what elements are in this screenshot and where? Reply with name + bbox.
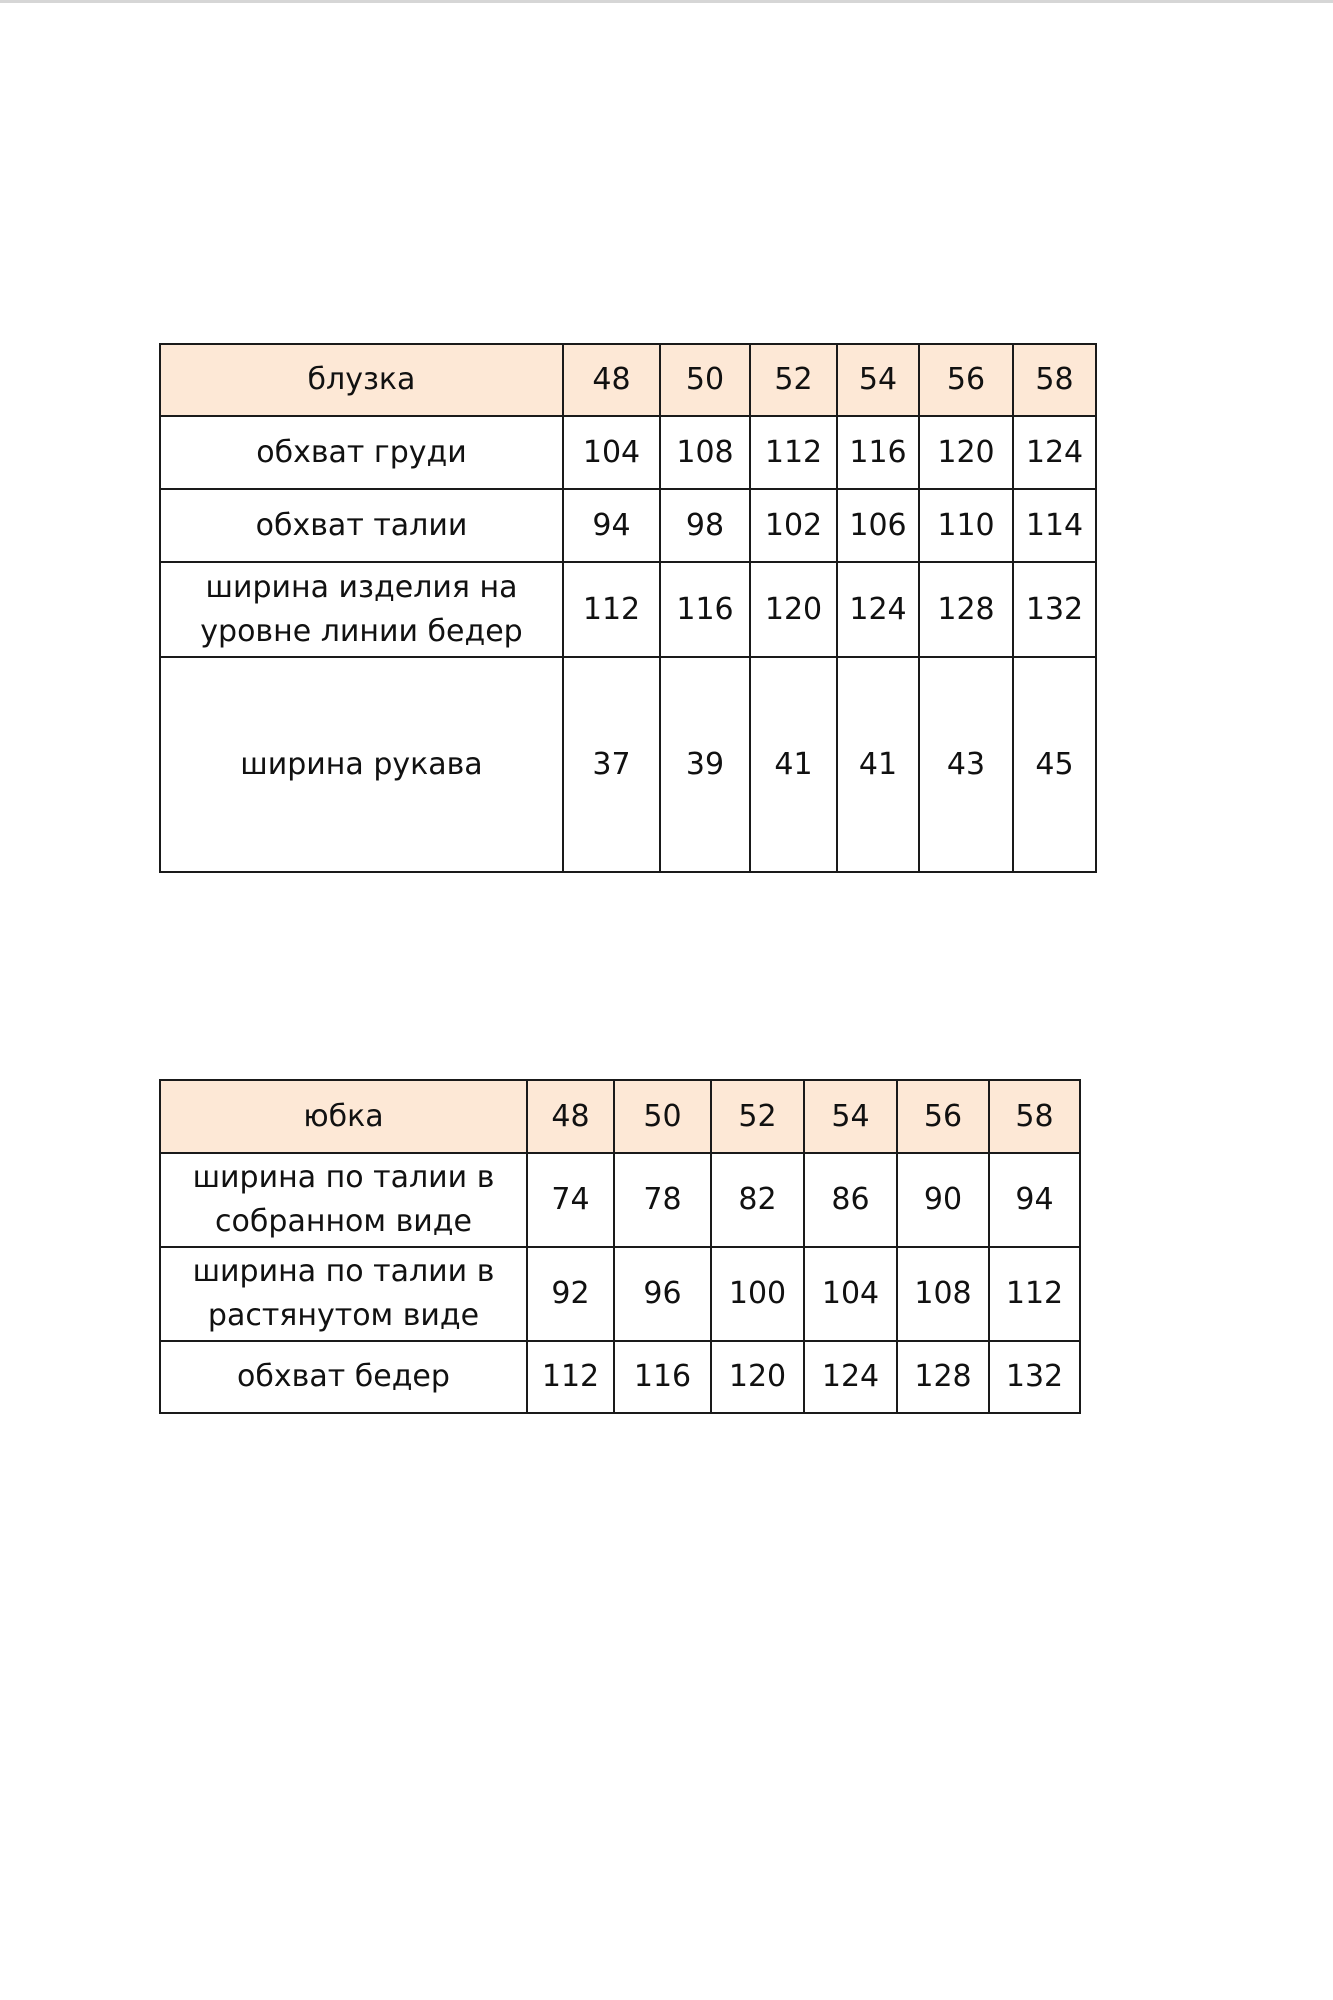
table-row xyxy=(160,1341,1080,1413)
table-row xyxy=(160,1247,1080,1341)
table-cell: 114 xyxy=(1013,489,1096,562)
table-cell: 132 xyxy=(989,1341,1080,1413)
table-cell: 37 xyxy=(563,657,660,872)
row-label: обхват груди xyxy=(160,416,563,489)
table-cell: 45 xyxy=(1013,657,1096,872)
row-label-line: растянутом виде xyxy=(207,1298,480,1333)
table-cell: 116 xyxy=(660,562,750,657)
size-header: 58 xyxy=(989,1080,1080,1153)
table-cell: 124 xyxy=(837,562,919,657)
table-cell: 112 xyxy=(563,562,660,657)
row-label xyxy=(160,1153,527,1247)
row-label xyxy=(160,562,563,657)
row-label-line: ширина изделия на xyxy=(205,569,518,605)
table-cell: 112 xyxy=(750,416,837,489)
size-header: 54 xyxy=(804,1080,897,1153)
size-header: 50 xyxy=(614,1080,711,1153)
row-label: обхват бедер xyxy=(160,1341,527,1413)
table-cell: 94 xyxy=(989,1153,1080,1247)
table-row xyxy=(160,416,1096,489)
table-header-row xyxy=(160,1080,1080,1153)
table-header-row xyxy=(160,344,1096,416)
table-cell: 86 xyxy=(804,1153,897,1247)
table-cell: 128 xyxy=(897,1341,989,1413)
row-label-line: собранном виде xyxy=(215,1204,472,1239)
table-cell: 98 xyxy=(660,489,750,562)
blouse-size-table xyxy=(159,343,1097,873)
table-cell: 116 xyxy=(837,416,919,489)
size-header: 56 xyxy=(919,344,1013,416)
table-cell: 100 xyxy=(711,1247,804,1341)
table-cell: 124 xyxy=(1013,416,1096,489)
table-cell: 108 xyxy=(660,416,750,489)
table-cell: 110 xyxy=(919,489,1013,562)
size-header: 50 xyxy=(660,344,750,416)
table-row xyxy=(160,489,1096,562)
row-label-line: ширина по талии в xyxy=(192,1160,495,1195)
table-cell: 128 xyxy=(919,562,1013,657)
table-cell: 90 xyxy=(897,1153,989,1247)
size-header: 48 xyxy=(563,344,660,416)
table-row xyxy=(160,1153,1080,1247)
skirt-size-table xyxy=(159,1079,1081,1414)
table-cell: 96 xyxy=(614,1247,711,1341)
table-cell: 112 xyxy=(989,1247,1080,1341)
size-header: 54 xyxy=(837,344,919,416)
table-cell: 120 xyxy=(750,562,837,657)
table-title: блузка xyxy=(160,344,563,416)
table-cell: 120 xyxy=(711,1341,804,1413)
table-title: юбка xyxy=(160,1080,527,1153)
table-cell: 43 xyxy=(919,657,1013,872)
table-cell: 132 xyxy=(1013,562,1096,657)
top-divider xyxy=(0,0,1333,3)
row-label-line: уровне линии бедер xyxy=(200,613,523,649)
row-label-line: ширина по талии в xyxy=(192,1254,495,1289)
table-cell: 41 xyxy=(750,657,837,872)
size-header: 58 xyxy=(1013,344,1096,416)
table-cell: 82 xyxy=(711,1153,804,1247)
table-cell: 120 xyxy=(919,416,1013,489)
table-row xyxy=(160,562,1096,657)
table-row xyxy=(160,657,1096,872)
table-cell: 41 xyxy=(837,657,919,872)
table-cell: 104 xyxy=(563,416,660,489)
table-cell: 104 xyxy=(804,1247,897,1341)
table-cell: 108 xyxy=(897,1247,989,1341)
size-header: 52 xyxy=(750,344,837,416)
row-label: ширина рукава xyxy=(160,657,563,872)
table-cell: 94 xyxy=(563,489,660,562)
size-header: 48 xyxy=(527,1080,614,1153)
table-cell: 106 xyxy=(837,489,919,562)
row-label xyxy=(160,1247,527,1341)
table-cell: 116 xyxy=(614,1341,711,1413)
table-cell: 92 xyxy=(527,1247,614,1341)
table-cell: 112 xyxy=(527,1341,614,1413)
table-cell: 74 xyxy=(527,1153,614,1247)
table-cell: 78 xyxy=(614,1153,711,1247)
size-header: 56 xyxy=(897,1080,989,1153)
row-label: обхват талии xyxy=(160,489,563,562)
table-cell: 39 xyxy=(660,657,750,872)
size-header: 52 xyxy=(711,1080,804,1153)
table-cell: 102 xyxy=(750,489,837,562)
table-cell: 124 xyxy=(804,1341,897,1413)
